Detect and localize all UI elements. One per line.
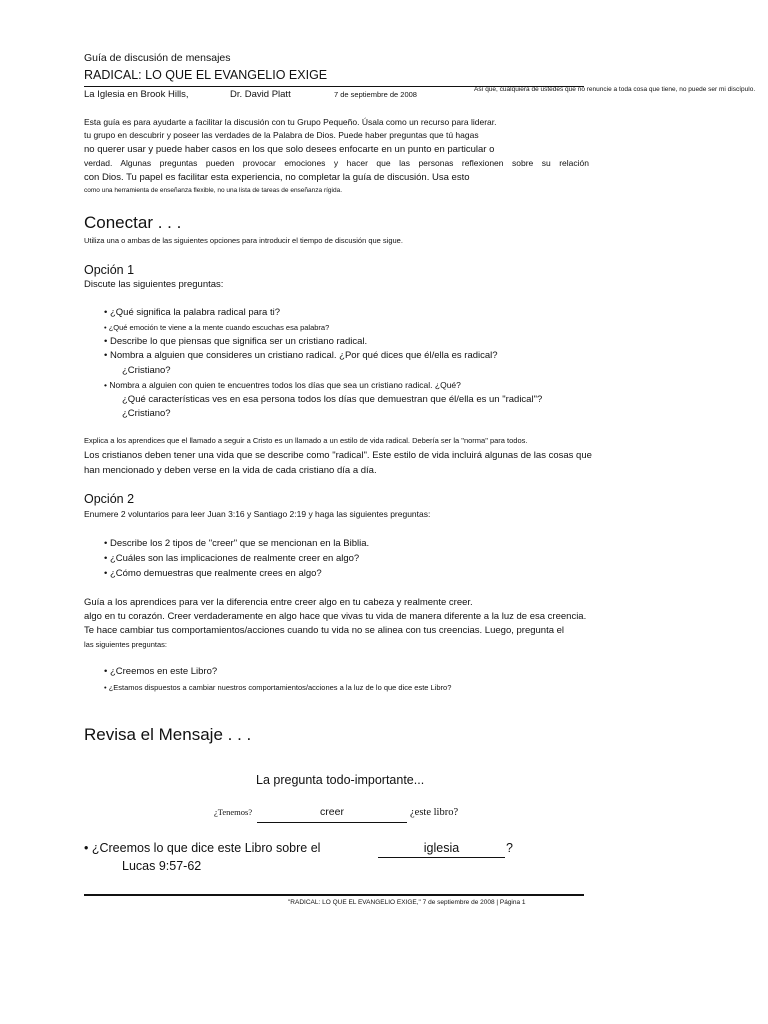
option2-instruction: Enumere 2 voluntarios para leer Juan 3:16 y Santiago 2:19 y haga las siguientes preguntas: <box>84 509 431 519</box>
option1-bullet-continuation: ¿Cristiano? <box>122 408 171 419</box>
option1-explain: Los cristianos deben tener una vida que se describe como "radical". Este estilo de vida incluirá algunas de las cosas que <box>84 450 592 461</box>
option1-bullet: • Nombra a alguien con quien te encuentres todos los días que sea un cristiano radical. ¿Qué? <box>104 380 461 390</box>
option1-bullet: • ¿Qué significa la palabra radical para ti? <box>104 307 281 318</box>
intro-line: Esta guía es para ayudarte a facilitar la discusión con tu Grupo Pequeño. Úsala como un recurso para liderar. <box>84 117 497 127</box>
option2-guide: Te hace cambiar tus comportamientos/acciones cuando tu vida no se alinea con tus creencias. Luego, pregunta el <box>84 625 565 636</box>
option2-guide: algo en tu corazón. Creer verdaderamente en algo hace que vivas tu vida de manera diferente a la luz de esa creencia. <box>84 611 587 622</box>
option1-bullet-continuation: ¿Qué características ves en esa persona todos los días que demuestran que él/ella es un "radical"? <box>122 394 543 405</box>
option1-heading: Opción 1 <box>84 263 135 277</box>
blank1-prefix: ¿Tenemos? <box>214 807 253 817</box>
blank2-field <box>378 841 505 858</box>
blank1-answer: creer <box>320 806 344 818</box>
key-verse: Así que, cualquiera de ustedes que no renuncie a toda cosa que tiene, no puede ser mi discípulo. <box>474 86 756 93</box>
revisa-bullet: • ¿Creemos lo que dice este Libro sobre el <box>84 841 321 855</box>
option1-bullet: • ¿Qué emoción te viene a la mente cuando escuchas esa palabra? <box>104 323 330 332</box>
intro-line: verdad. Algunas preguntas pueden provocar emociones y hacer que las personas reflexionen sobre su relación <box>84 158 589 168</box>
blank1-suffix: ¿este libro? <box>410 807 459 818</box>
blank1-field <box>257 806 407 823</box>
page-footer: "RADICAL: LO QUE EL EVANGELIO EXIGE," 7 de septiembre de 2008 | Página 1 <box>288 899 526 906</box>
important-question-title: La pregunta todo-importante... <box>256 773 425 787</box>
option1-bullet: • Nombra a alguien que consideres un cristiano radical. ¿Por qué dices que él/ella es radical? <box>104 350 498 361</box>
intro-line: como una herramienta de enseñanza flexible, no una lista de tareas de enseñanza rígida. <box>84 187 343 194</box>
option1-explain: Explica a los aprendices que el llamado a seguir a Cristo es un llamado a un estilo de vida radical. Debería ser la "norma" para todos. <box>84 436 528 445</box>
option1-explain: han mencionado y deben verse en la vida de cada cristiano día a día. <box>84 465 377 476</box>
option2-guide: Guía a los aprendices para ver la diferencia entre creer algo en tu cabeza y realmente creer. <box>84 597 473 608</box>
section-heading-conectar: Conectar . . . <box>84 213 182 232</box>
church-name: La Iglesia en Brook Hills, <box>84 89 189 100</box>
page-title: RADICAL: LO QUE EL EVANGELIO EXIGE <box>84 68 328 82</box>
option2-guide: las siguientes preguntas: <box>84 640 167 649</box>
intro-line: no querer usar y puede haber casos en los que solo desees enfocarte en un punto en particular o <box>84 144 495 155</box>
option2-bullet: • ¿Cuáles son las implicaciones de realmente creer en algo? <box>104 553 360 564</box>
option2-bullet: • ¿Cómo demuestras que realmente crees en algo? <box>104 568 322 579</box>
footer-rule <box>84 894 584 896</box>
speaker-name: Dr. David Platt <box>230 89 291 100</box>
option2-bullet: • ¿Creemos en este Libro? <box>104 666 218 677</box>
option2-bullet: • Describe los 2 tipos de "creer" que se mencionan en la Biblia. <box>104 538 370 549</box>
option1-bullet-continuation: ¿Cristiano? <box>122 365 171 376</box>
intro-line: con Dios. Tu papel es facilitar esta experiencia, no completar la guía de discusión. Usa esto <box>84 172 470 183</box>
message-date: 7 de septiembre de 2008 <box>334 90 417 99</box>
doc-type: Guía de discusión de mensajes <box>84 52 231 64</box>
option1-bullet: • Describe lo que piensas que significa ser un cristiano radical. <box>104 336 368 347</box>
option1-instruction: Discute las siguientes preguntas: <box>84 279 224 290</box>
section-heading-revisa: Revisa el Mensaje . . . <box>84 725 252 744</box>
blank2-suffix: ? <box>506 841 513 855</box>
intro-line: tu grupo en descubrir y poseer las verdades de la Palabra de Dios. Puede haber preguntas que tú hagas <box>84 130 479 140</box>
option2-bullet: • ¿Estamos dispuestos a cambiar nuestros comportamientos/acciones a la luz de lo que dice este Libro? <box>104 683 452 692</box>
option2-heading: Opción 2 <box>84 492 135 506</box>
conectar-subtitle: Utiliza una o ambas de las siguientes opciones para introducir el tiempo de discusión que sigue. <box>84 236 403 245</box>
blank2-answer: iglesia <box>423 841 460 855</box>
revisa-bullet-ref: Lucas 9:57-62 <box>122 859 202 873</box>
